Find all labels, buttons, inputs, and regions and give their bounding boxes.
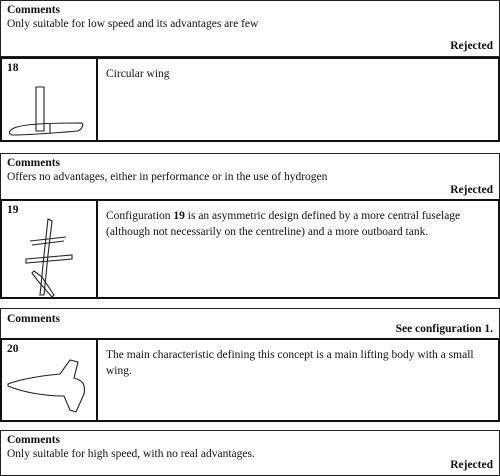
verdict-label: Rejected — [450, 459, 493, 472]
comments-heading: Comments — [7, 434, 61, 446]
comments-text: Only suitable for high speed, with no real advantages. — [7, 448, 255, 460]
configuration-description — [106, 209, 494, 240]
configuration-number: 18 — [7, 62, 19, 74]
verdict-label: Rejected — [450, 40, 493, 53]
description-text: Configuration — [106, 210, 174, 222]
comments-block-18 — [0, 153, 500, 201]
configuration-20 — [0, 338, 500, 422]
comments-block-19 — [0, 308, 500, 340]
comments-heading: Comments — [7, 313, 61, 325]
comments-text: Offers no advantages, either in performance or in the use of hydrogen — [7, 171, 328, 183]
description-bold-number: 19 — [173, 210, 185, 222]
verdict-label: See configuration 1. — [395, 323, 493, 336]
comments-block-17 — [0, 0, 500, 57]
circular-wing-sketch-icon — [4, 73, 96, 141]
configuration-description: The main characteristic defining this concept is a main lifting body with a small wing. — [106, 349, 474, 377]
configuration-number: 20 — [7, 343, 19, 355]
sketch-cell — [2, 340, 98, 420]
sketch-cell — [2, 201, 98, 297]
comments-text: Only suitable for low speed and its advantages are few — [7, 18, 259, 30]
asymmetric-aircraft-sketch-icon — [4, 215, 96, 299]
configuration-number: 19 — [7, 204, 19, 216]
comments-block-20 — [0, 430, 500, 476]
verdict-label: Rejected — [450, 184, 493, 197]
description-text: is an asymmetric design defined by a more central fuselage (although not necessarily on the centreline) and a more outboard tank. — [106, 210, 461, 238]
configuration-19 — [0, 199, 500, 299]
lifting-body-sketch-icon — [4, 354, 96, 420]
configuration-18 — [0, 57, 500, 142]
comments-heading: Comments — [7, 4, 61, 16]
comments-heading: Comments — [7, 157, 61, 169]
sketch-cell — [2, 59, 98, 140]
configuration-description: Circular wing — [106, 68, 170, 80]
